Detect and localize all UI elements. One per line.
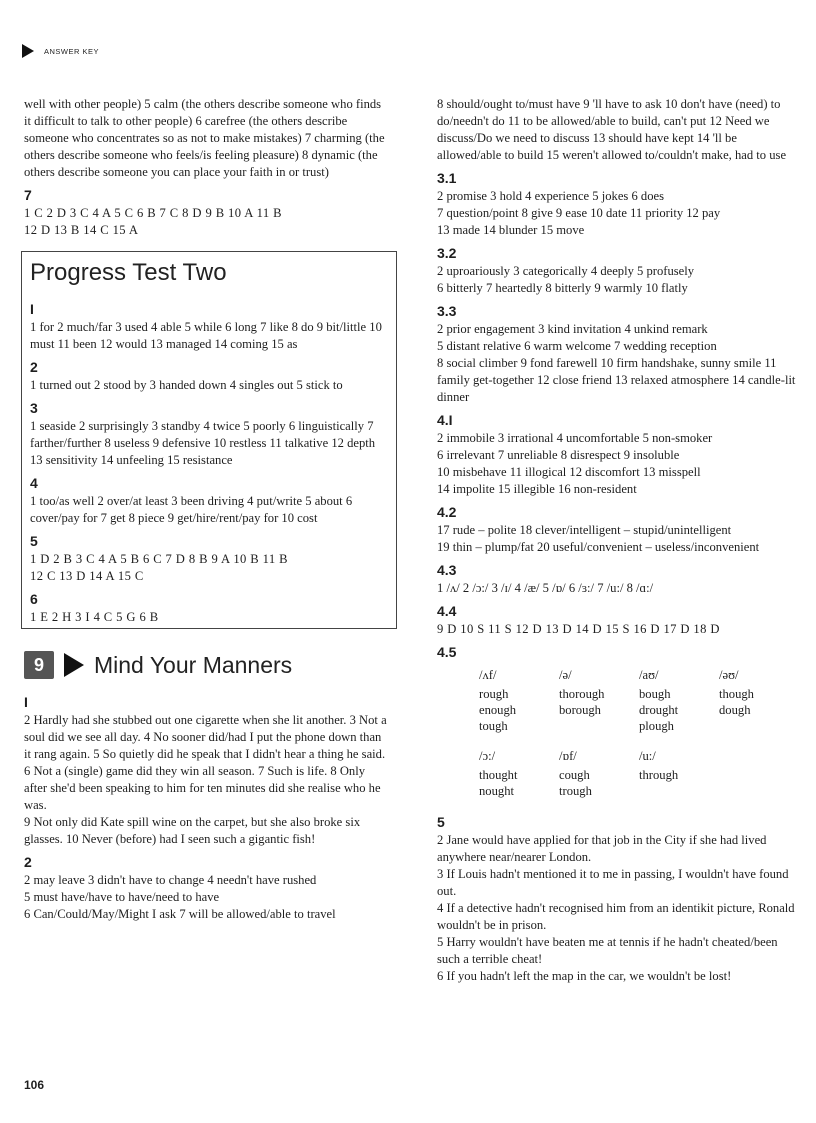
answer-line: 1 /ʌ/ 2 /ɔ:/ 3 /ɪ/ 4 /æ/ 5 /ɒ/ 6 /ɜ:/ 7 /u:/ 8 /ɑ:/ xyxy=(437,581,654,595)
phonetic-header: /aʊ/ xyxy=(639,668,659,682)
phonetic-word: though xyxy=(719,687,754,701)
answer-line: 6 irrelevant 7 unreliable 8 disrespect 9 insoluble xyxy=(437,448,680,462)
answer-line: 2 promise 3 hold 4 experience 5 jokes 6 does xyxy=(437,189,664,203)
section-heading: 4.4 xyxy=(437,603,457,619)
answer-paragraph: 9 Not only did Kate spill wine on the carpet, but she also broke six glasses. 10 Never (before) had I seen such a gigantic fish! xyxy=(24,815,361,846)
section-heading: 6 xyxy=(30,591,38,607)
phonetic-header: /ɒf/ xyxy=(559,749,577,763)
section-heading: I xyxy=(24,694,28,710)
phonetic-word: cough xyxy=(559,768,590,782)
phonetic-word: through xyxy=(639,768,679,782)
phonetic-table xyxy=(479,667,803,734)
answer-line: 12 D 13 B 14 C 15 A xyxy=(24,223,139,237)
answer-line: 2 prior engagement 3 kind invitation 4 unkind remark xyxy=(437,322,708,336)
section-heading: 3.2 xyxy=(437,245,457,261)
phonetic-word: bough xyxy=(639,687,671,701)
answer-paragraph: 1 seaside 2 surprisingly 3 standby 4 twice 5 poorly 6 linguistically 7 farther/further 8 useless 9 defensive 10 restless 11 talkative 12 depth 13 sensitivity 14 unfeeling 15 resistance xyxy=(30,419,376,467)
answer-line: 17 rude – polite 18 clever/intelligent – stupid/unintelligent xyxy=(437,523,732,537)
phonetic-table xyxy=(479,748,803,799)
arrow-icon xyxy=(22,44,34,58)
answer-line: 9 D 10 S 11 S 12 D 13 D 14 D 15 S 16 D 17 D 18 D xyxy=(437,622,720,636)
phonetic-cell-empty xyxy=(559,718,639,734)
answer-paragraph: 3 If Louis hadn't mentioned it to me in passing, I wouldn't have found out. xyxy=(437,867,789,898)
answer-line: 8 social climber 9 fond farewell 10 firm handshake, sunny smile 11 family get-together 12 close friend 13 relaxed atmosphere 14 candle-lit dinner xyxy=(437,356,796,404)
phonetic-header: /əʊ/ xyxy=(719,668,739,682)
phonetic-word: borough xyxy=(559,703,601,717)
phonetic-word: enough xyxy=(479,703,517,717)
phonetic-word: rough xyxy=(479,687,509,701)
unit-title: Mind Your Manners xyxy=(94,651,293,678)
section-heading: 4.5 xyxy=(437,644,457,660)
left-column xyxy=(24,96,388,923)
phonetic-word: nought xyxy=(479,784,514,798)
section-heading: 4 xyxy=(30,475,38,491)
running-head: ANSWER KEY xyxy=(44,46,100,56)
phonetic-cell-empty xyxy=(719,718,799,734)
answer-paragraph: 2 Hardly had she stubbed out one cigarette when she lit another. 3 Not a soul did we see all day. 4 No sooner did/had I put the phone down than it rang again. 5 So quietly did he speak that I didn't hear a thing he said. 6 Not a (single) game did they win all season. 7 Such is life. 8 Only after she'd been speaking to him for ten minutes did she realise who he was. xyxy=(24,713,387,812)
answer-paragraph: 5 Harry wouldn't have beaten me at tennis if he hadn't cheated/been such a terrible cheat! xyxy=(437,935,778,966)
progress-test-box xyxy=(21,251,397,629)
arrow-icon xyxy=(64,653,84,677)
intro-text: well with other people) 5 calm (the others describe someone who finds it difficult to talk to other people) 6 carefree (the others describe someone who concentrates so as not to make mistakes) 7 charming (the others describe someone who feels/is feeling pleasure) 8 dynamic (the others describe someone you can place your faith in or trust) xyxy=(24,97,385,179)
page-header xyxy=(22,44,99,58)
phonetic-header: /u:/ xyxy=(639,749,656,763)
answer-paragraph: 1 turned out 2 stood by 3 handed down 4 singles out 5 stick to xyxy=(30,378,343,392)
section-heading: 5 xyxy=(30,533,38,549)
phonetic-cell-empty xyxy=(719,748,799,767)
answer-line: 13 made 14 blunder 15 move xyxy=(437,223,585,237)
answer-line: 2 may leave 3 didn't have to change 4 needn't have rushed xyxy=(24,873,317,887)
phonetic-header: /ɔ:/ xyxy=(479,749,496,763)
section-heading: I xyxy=(30,301,34,317)
answer-line: 10 misbehave 11 illogical 12 discomfort 13 misspell xyxy=(437,465,701,479)
phonetic-word: thought xyxy=(479,768,518,782)
section-heading: 4.I xyxy=(437,412,453,428)
phonetic-word: dough xyxy=(719,703,751,717)
page-number: 106 xyxy=(24,1078,45,1092)
answer-line: 7 question/point 8 give 9 ease 10 date 11 priority 12 pay xyxy=(437,206,721,220)
right-column xyxy=(437,96,803,985)
answer-line: 1 C 2 D 3 C 4 A 5 C 6 B 7 C 8 D 9 B 10 A 11 B xyxy=(24,206,282,220)
answer-line: 2 immobile 3 irrational 4 uncomfortable 5 non-smoker xyxy=(437,431,713,445)
answer-paragraph: 6 If you hadn't left the map in the car, we wouldn't be lost! xyxy=(437,969,732,983)
answer-line: 1 E 2 H 3 I 4 C 5 G 6 B xyxy=(30,610,159,624)
answer-line: 14 impolite 15 illegible 16 non-resident xyxy=(437,482,637,496)
answer-line: 6 Can/Could/May/Might I ask 7 will be allowed/able to travel xyxy=(24,907,336,921)
answer-line: 19 thin – plump/fat 20 useful/convenient – useless/inconvenient xyxy=(437,540,760,554)
section-heading: 3.1 xyxy=(437,170,457,186)
answer-paragraph: 1 too/as well 2 over/at least 3 been driving 4 put/write 5 about 6 cover/pay for 7 get 8 piece 9 get/hire/rent/pay for 10 cost xyxy=(30,494,353,525)
section-heading: 3.3 xyxy=(437,303,457,319)
unit-heading xyxy=(24,651,388,679)
section-heading: 4.2 xyxy=(437,504,457,520)
section-heading: 5 xyxy=(437,814,445,830)
box-title: Progress Test Two xyxy=(30,259,227,286)
section-heading: 2 xyxy=(30,359,38,375)
intro-text: 8 should/ought to/must have 9 'll have to ask 10 don't have (need) to do/needn't do 11 to be allowed/able to build, can't put 12 Need we discuss/Do we need to discuss 13 should have kept 14 'll be allowed/able to build 15 weren't allowed to/couldn't make, had to use xyxy=(437,97,787,162)
answer-line: 5 distant relative 6 warm welcome 7 wedding reception xyxy=(437,339,717,353)
phonetic-word: trough xyxy=(559,784,592,798)
unit-number-badge: 9 xyxy=(24,651,54,679)
phonetic-word: tough xyxy=(479,719,508,733)
answer-line: 5 must have/have to have/need to have xyxy=(24,890,220,904)
answer-paragraph: 4 If a detective hadn't recognised him from an identikit picture, Ronald wouldn't be in prison. xyxy=(437,901,795,932)
phonetic-word: thorough xyxy=(559,687,605,701)
answer-line: 2 uproariously 3 categorically 4 deeply 5 profusely xyxy=(437,264,695,278)
phonetic-word: plough xyxy=(639,719,674,733)
phonetic-header: /ʌf/ xyxy=(479,668,497,682)
phonetic-cell-empty xyxy=(719,767,799,783)
answer-paragraph: 2 Jane would have applied for that job in the City if she had lived anywhere near/nearer London. xyxy=(437,833,767,864)
section-heading: 2 xyxy=(24,854,32,870)
answer-line: 1 D 2 B 3 C 4 A 5 B 6 C 7 D 8 B 9 A 10 B 11 B xyxy=(30,552,288,566)
section-heading: 3 xyxy=(30,400,38,416)
section-heading: 4.3 xyxy=(437,562,457,578)
section-heading: 7 xyxy=(24,187,32,203)
phonetic-word: drought xyxy=(639,703,679,717)
answer-line: 12 C 13 D 14 A 15 C xyxy=(30,569,144,583)
answer-paragraph: 1 for 2 much/far 3 used 4 able 5 while 6 long 7 like 8 do 9 bit/little 10 must 11 been 12 would 13 managed 14 coming 15 as xyxy=(30,320,382,351)
phonetic-header: /ə/ xyxy=(559,668,572,682)
answer-line: 6 bitterly 7 heartedly 8 bitterly 9 warmly 10 flatly xyxy=(437,281,688,295)
